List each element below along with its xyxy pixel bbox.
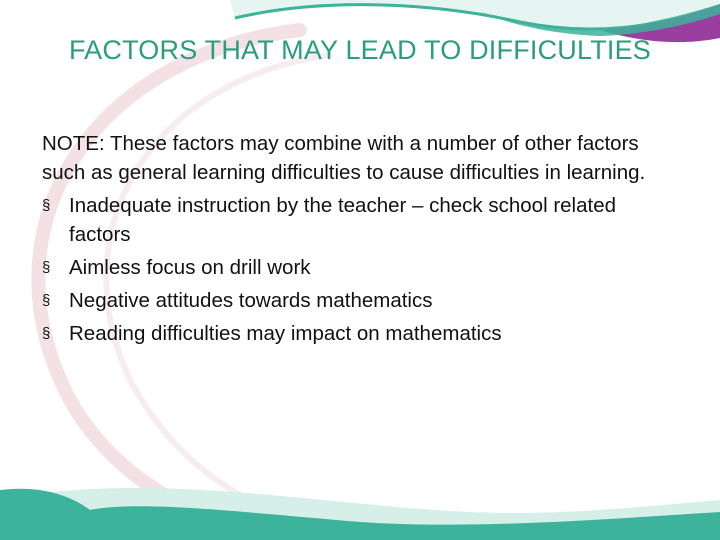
bullet-text: Aimless focus on drill work [69, 256, 311, 279]
bullet-marker-icon: § [42, 259, 51, 276]
slide-title: FACTORS THAT MAY LEAD TO DIFFICULTIES [68, 35, 652, 65]
bullet-item [42, 253, 682, 282]
bullet-text: Inadequate instruction by the teacher – check school related factors [69, 194, 617, 246]
bullet-marker-icon: § [42, 325, 51, 342]
note-text: NOTE: These factors may combine with a number of other factors such as general learning difficulties to cause difficulties in learning. [42, 132, 646, 184]
bullet-marker-icon: § [42, 197, 51, 214]
bullet-text: Reading difficulties may impact on mathematics [69, 322, 502, 345]
bullet-item [42, 191, 682, 249]
bullet-list [42, 191, 682, 348]
bullet-text: Negative attitudes towards mathematics [69, 289, 433, 312]
bullet-item [42, 319, 682, 348]
bullet-item [42, 286, 682, 315]
slide-body [42, 129, 682, 352]
bullet-marker-icon: § [42, 292, 51, 309]
